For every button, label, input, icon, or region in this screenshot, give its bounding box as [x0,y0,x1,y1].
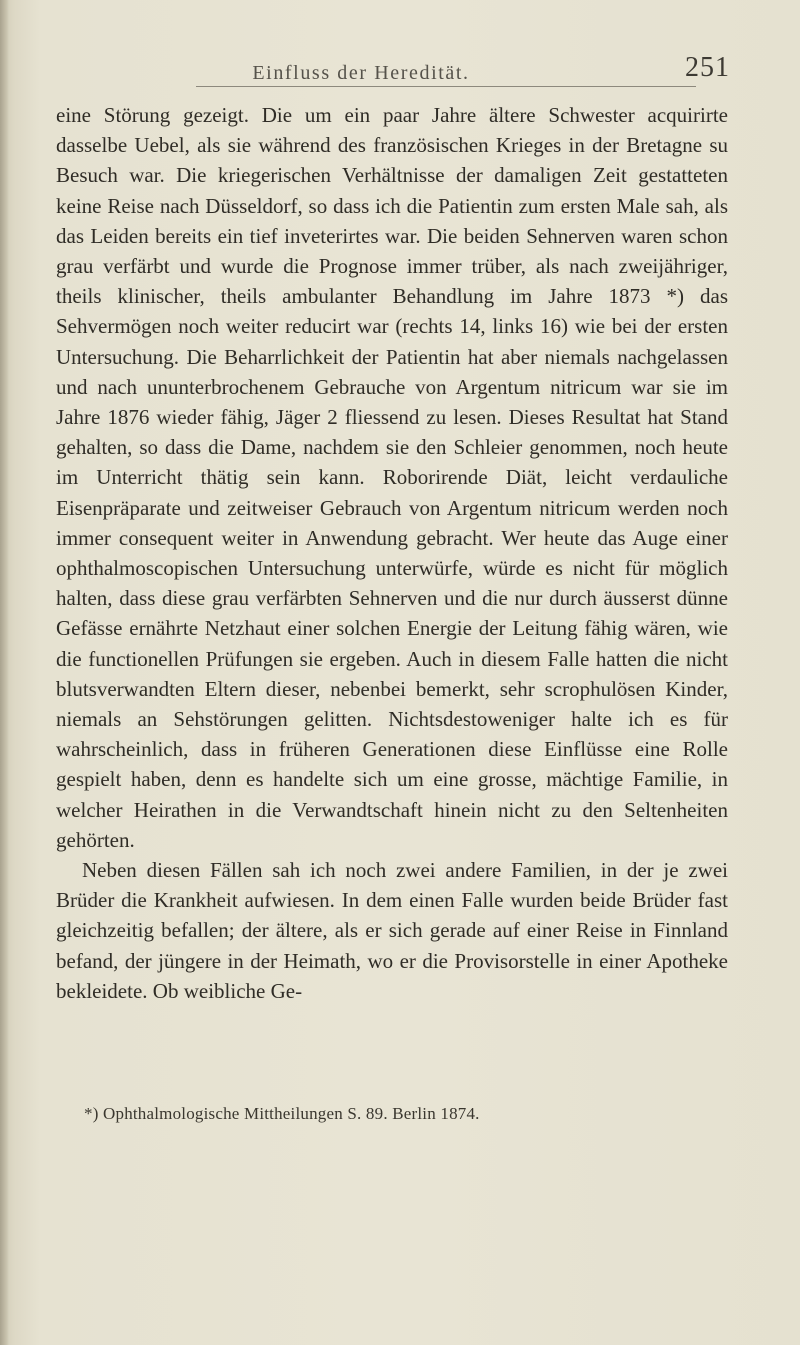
page-header [56,48,756,88]
page-binding-edge [0,0,9,1345]
header-rule [196,86,696,87]
footnote: *) Ophthalmologische Mittheilungen S. 89. Berlin 1874. [84,1104,480,1123]
running-title: Einfluss der Heredität. [252,62,470,84]
page-number: 251 [685,52,730,83]
body-text [56,100,728,1006]
paragraph: eine Störung gezeigt. Die um ein paar Jahre ältere Schwester acquirirte dasselbe Uebel, als sie während des französischen Krieges in der Bretagne su Besuch war. Die kriegerischen Verhältnisse der damaligen Zeit gestatteten keine Reise nach Düsseldorf, so dass ich die Patientin zum ersten Male sah, als das Leiden bereits ein tief inveterirtes war. Die beiden Sehnerven waren schon grau verfärbt und wurde die Prognose immer trüber, als nach zweijähriger, theils klinischer, theils ambulanter Behandlung im Jahre 1873 *) das Sehvermögen noch weiter reducirt war (rechts 14, links 16) wie bei der ersten Untersuchung. Die Beharrlichkeit der Patientin hat aber niemals nachgelassen und nach ununterbrochenem Gebrauche von Argentum nitricum war sie im Jahre 1876 wieder fähig, Jäger 2 fliessend zu lesen. Dieses Resultat hat Stand gehalten, so dass die Dame, nachdem sie den Schleier genommen, noch heute im Unterricht thätig sein kann. Roborirende Diät, leicht verdauliche Eisenpräparate und zeitweiser Gebrauch von Argentum nitricum werden noch immer consequent weiter in Anwendung gebracht. Wer heute das Auge einer ophthalmoscopischen Untersuchung unterwürfe, würde es nicht für möglich halten, dass diese grau verfärbten Sehnerven und die nur durch äusserst dünne Gefässe ernährte Netzhaut einer solchen Energie der Leitung fähig wären, wie die functionellen Prüfungen sie ergeben. Auch in diesem Falle hatten die nicht blutsverwandten Eltern dieser, nebenbei bemerkt, sehr scrophulösen Kinder, niemals an Sehstörungen gelitten. Nichtsdestoweniger halte ich es für wahrscheinlich, dass in früheren Generationen diese Einflüsse eine Rolle gespielt haben, denn es handelte sich um eine grosse, mächtige Familie, in welcher Heirathen in die Verwandtschaft hinein nicht zu den Seltenheiten gehörten. [56,103,728,852]
paragraph: Neben diesen Fällen sah ich noch zwei andere Familien, in der je zwei Brüder die Krankheit aufwiesen. In dem einen Falle wurden beide Brüder fast gleichzeitig befallen; der ältere, als er sich gerade auf einer Reise in Finnland befand, der jüngere in der Heimath, wo er die Provisorstelle in einer Apotheke bekleidete. Ob weibliche Ge- [56,858,728,1003]
